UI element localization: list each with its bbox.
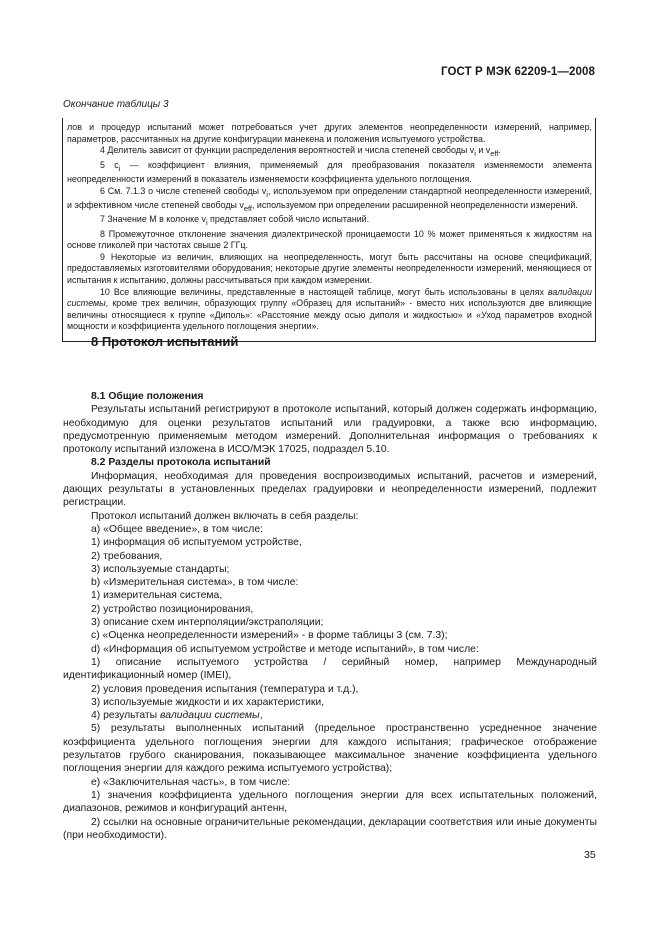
note-continuation: лов и процедур испытаний может потребоваться учет других элементов неопределенности измерений, например, параметров, рассчитанных на другие конфигурации манекена и положения испытуемого устройства.	[67, 122, 592, 144]
list-item: d) «Информация об испытуемом устройстве и методе испытаний», в том числе:	[91, 643, 479, 655]
section-8-body	[63, 390, 597, 842]
subsection-8-1-text: Результаты испытаний регистрируют в протоколе испытаний, который должен содержать информацию, необходимую для оценки результатов испытаний или градуировки, а также всю информацию, предусмотренную применяемым методом измерений. Дополнительная информация о требованиях к протоколу испытаний изложена в ИСО/МЭК 17025, подраздел 5.10.	[63, 404, 597, 456]
standard-header: ГОСТ Р МЭК 62209-1—2008	[441, 66, 595, 78]
list-item: 4) результаты валидации системы,	[91, 710, 263, 722]
note-9: 9 Некоторые из величин, влияющих на неопределенность, могут быть рассчитаны на основе спецификаций, предоставляемых изготовителями оборудования; некоторые другие элементы неопределенности измерений, меняющиеся от испытания к испытанию, должны рассчитываться при каждом измерении.	[67, 251, 592, 286]
list-item: с) «Оценка неопределенности измерений» - в форме таблицы 3 (см. 7.3);	[91, 630, 448, 642]
list-item: 3) используемые жидкости и их характеристики,	[91, 696, 325, 708]
list-item: 2) ссылки на основные ограничительные рекомендации, декларации соответствия или иные документы (при необходимости).	[63, 816, 597, 841]
table-caption: Окончание таблицы 3	[63, 99, 169, 110]
sections-intro: Протокол испытаний должен включать в себя разделы:	[91, 510, 359, 522]
note-4: 4 Делитель зависит от функции распределения вероятностей и числа степеней свободы $v_i$ и $v_{eff}$.	[100, 145, 501, 158]
list-item: е) «Заключительная часть», в том числе:	[91, 776, 291, 788]
list-item: 1) информация об испытуемом устройстве,	[91, 537, 302, 549]
list-item: 2) устройство позиционирования,	[91, 603, 254, 615]
list-item: b) «Измерительная система», в том числе:	[91, 577, 299, 589]
subsection-8-2-text: Информация, необходимая для проведения воспроизводимых испытаний, расчетов и измерений, дающих результаты в установленных пределах градуировки и неопределенности измерений, подлежит регистрации.	[63, 470, 597, 509]
note-10: 10 Все влияющие величины, представленные в настоящей таблице, могут быть использованы в целях валидации системы, кроме трех величин, образующих группу «Образец для испытаний» - вместо них используются две влияющие величины относящиеся к группе «Диполь»: «Расстояние между осью диполя и жидкостью» и «Уход параметров входной мощности и коэффициента удельного поглощения энергии».	[67, 286, 592, 332]
list-item: 3) используемые стандарты;	[91, 563, 230, 575]
subsection-8-2-title: 8.2 Разделы протокола испытаний	[91, 457, 271, 469]
list-item: 1) измерительная система,	[91, 590, 223, 602]
list-item: 1) значения коэффициента удельного поглощения энергии для всех испытательных положений, диапазонов, режимов и конфигураций антенн,	[63, 789, 597, 815]
list-item: 5) результаты выполненных испытаний (предельное пространственно усредненное значение коэффициента удельного поглощения энергии для каждого испытания; графическое отображение результатов грубого сканирования, показывающее максимальное значение коэффициента удельного поглощения энергии для каждого режима испытуемого устройства);	[63, 723, 597, 775]
note-6: 6 См. 7.1.3 о числе степеней свободы $v_i$, используемом при определении стандартной неопределенности измерений, и эффективном числе степеней свободы $v_{eff}$, используемом при определении расширенной неопределенности измерений.	[67, 185, 592, 213]
subsection-8-1-title: 8.1 Общие положения	[91, 391, 204, 402]
note-7: 7 Значение M в колонке $v_i$ представляет собой число испытаний.	[100, 214, 370, 228]
list-item: а) «Общее введение», в том числе:	[91, 523, 264, 535]
note-8: 8 Промежуточное отклонение значения диэлектрической проницаемости 10 % может применяться к жидкостям на основе гликолей при частотах свыше 2 ГГц.	[67, 228, 592, 251]
note-5: 5 $c_i$ — коэффициент влияния, применяемый для преобразования показателя изменяемости элемента неопределенности измерений в показатель изменяемости коэффициента удельного поглощения.	[67, 159, 592, 184]
list-item: 2) требования,	[91, 550, 163, 562]
list-item: 1) описание испытуемого устройства / серийный номер, например Международный идентификационный номер (IMEI),	[63, 656, 597, 682]
table-notes-box	[62, 118, 596, 342]
list-item: 3) описание схем интерполяции/экстраполяции;	[91, 617, 324, 629]
page-number: 35	[584, 849, 596, 861]
section-8-title: 8 Протокол испытаний	[91, 334, 239, 349]
list-item: 2) условия проведения испытания (температура и т.д.),	[91, 683, 359, 695]
